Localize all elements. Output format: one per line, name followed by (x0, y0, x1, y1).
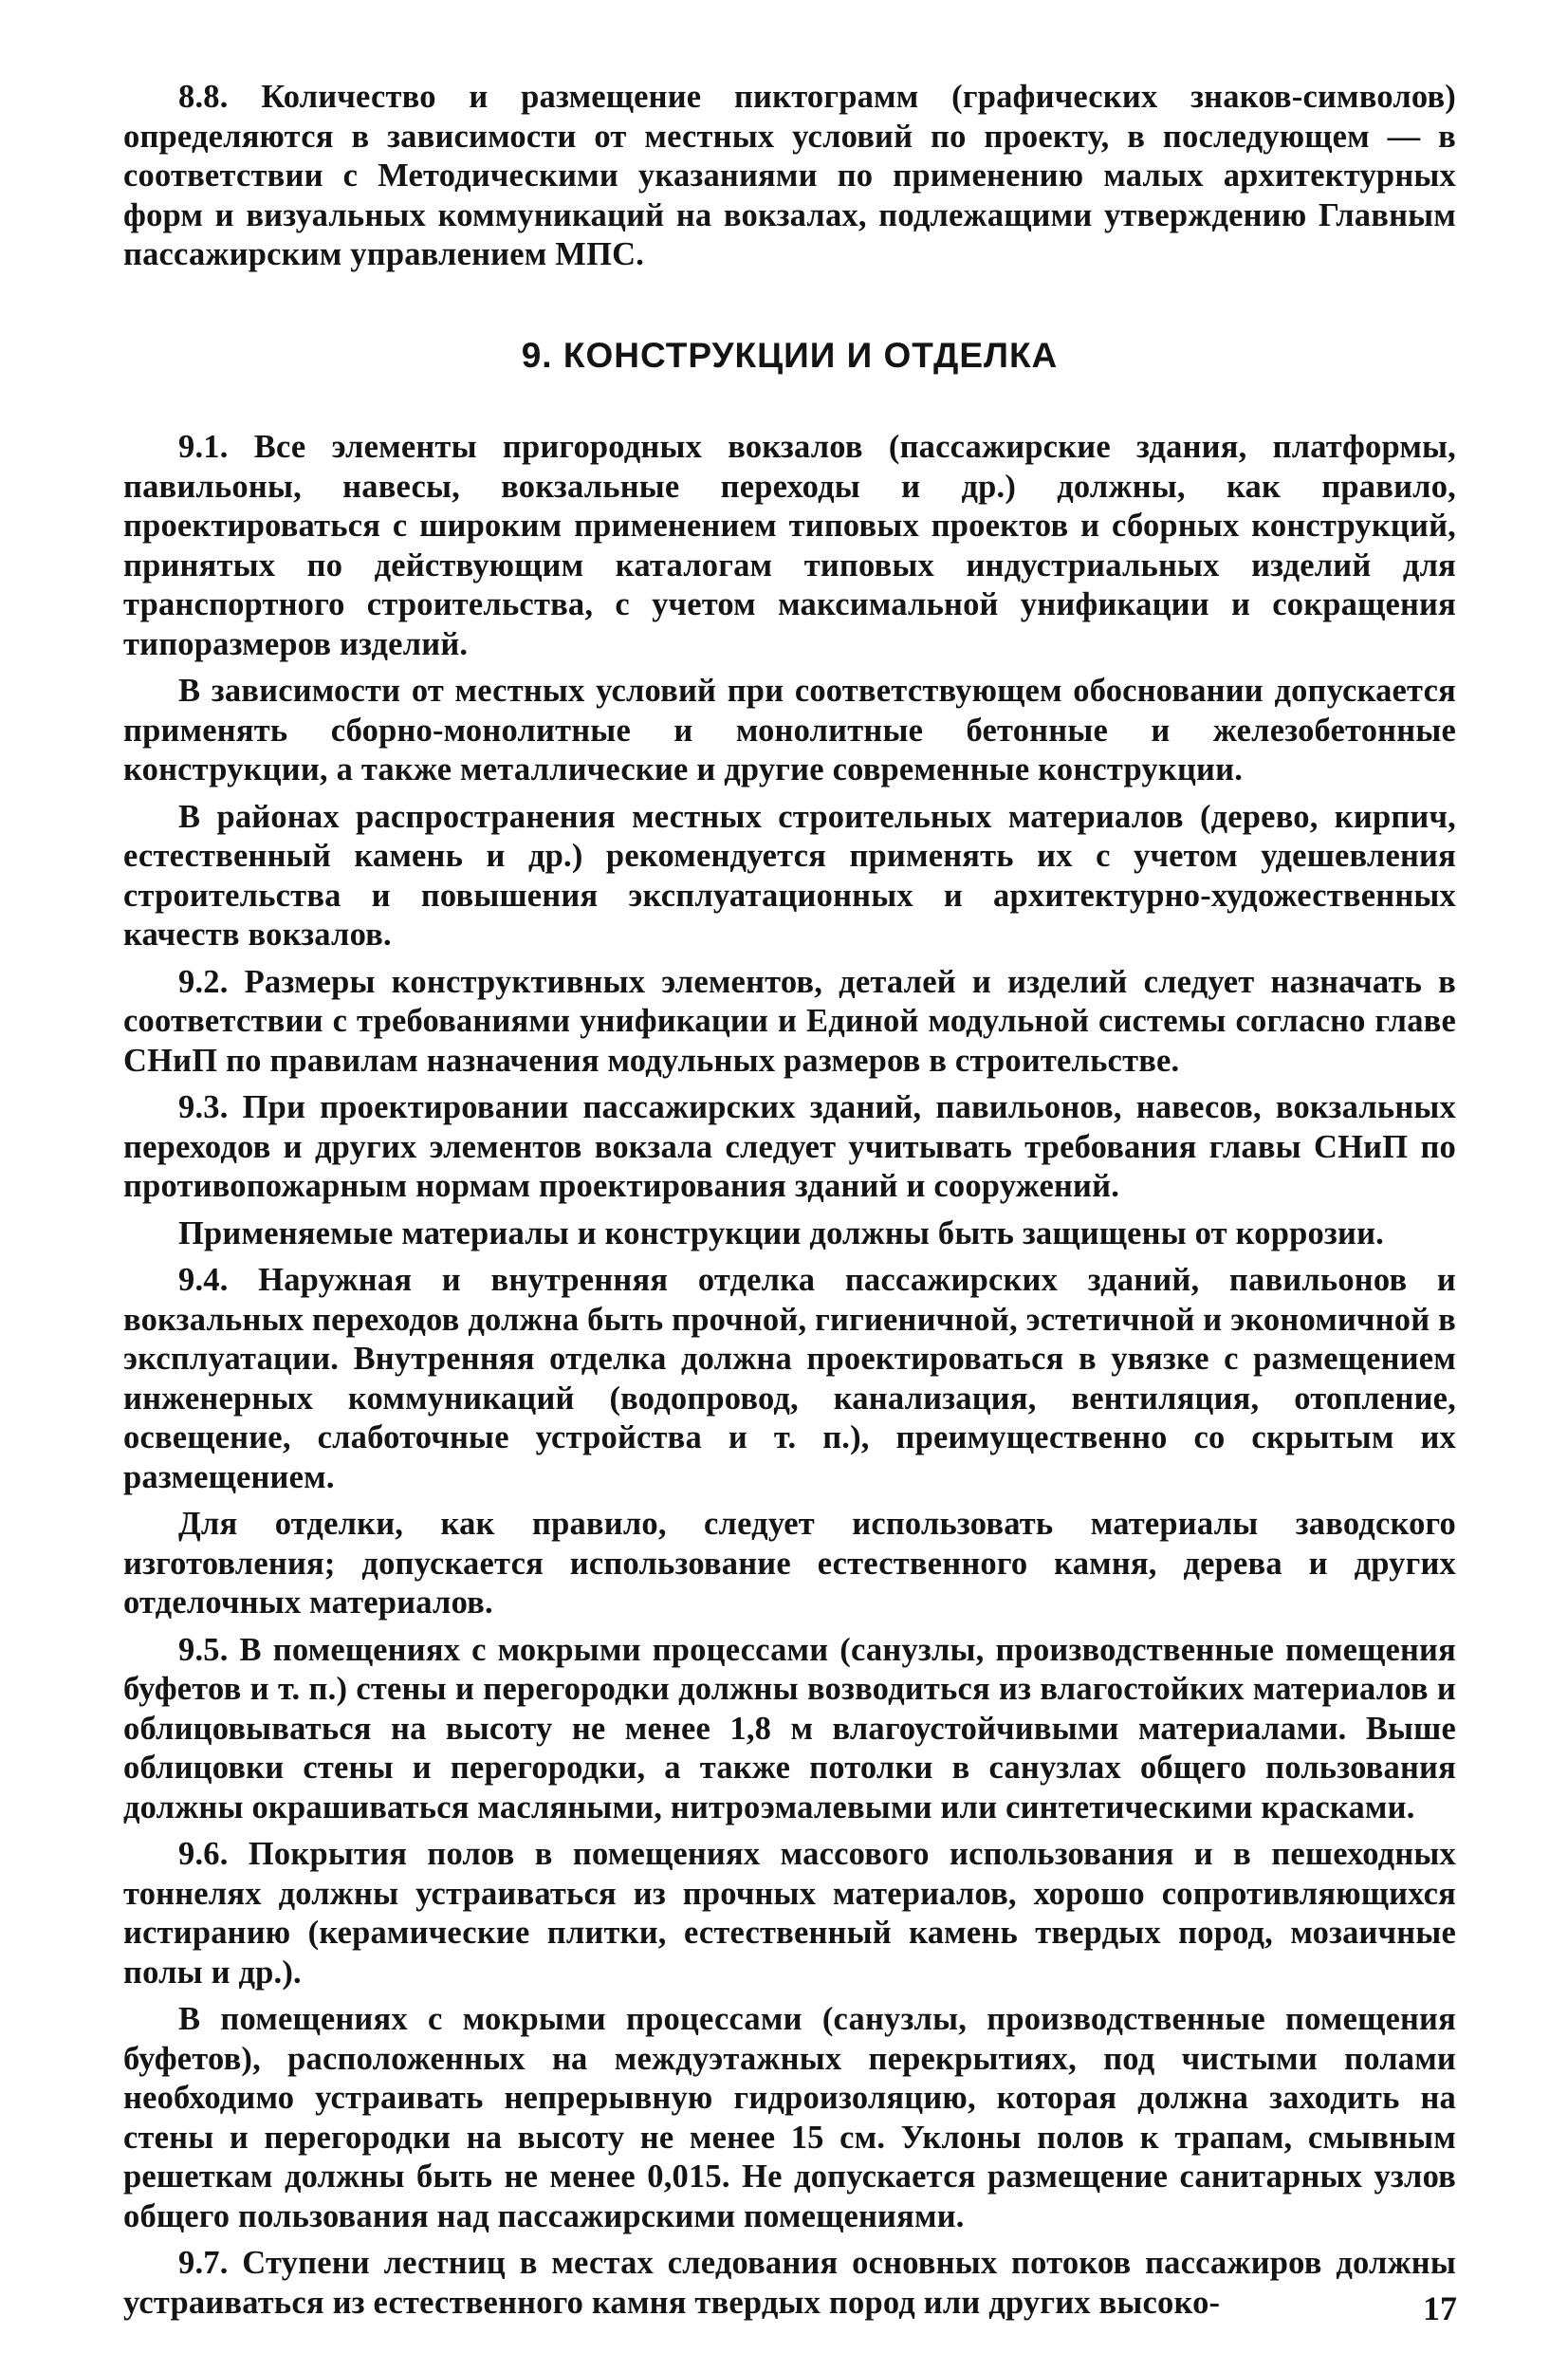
paragraph-9-1-local-materials: В районах распространения местных строительных материалов (дерево, кирпич, естественный камень и др.) рекомендуется применять их с учетом удешевления строительства и повышения эксплуатационных и архитектурно-художественных качеств вокзалов. (123, 798, 1456, 953)
paragraph-9-4-finishing-materials: Для отделки, как правило, следует использовать материалы заводского изготовления; допускается использование естественного камня, дерева и других отделочных материалов. (123, 1506, 1456, 1621)
paragraph-9-3-corrosion: Применяемые материалы и конструкции должны быть защищены от коррозии. (178, 1214, 1384, 1251)
paragraph-9-5: 9.5. В помещениях с мокрыми процессами (санузлы, производственные помещения буфетов и т. п.) стены и перегородки должны возводиться из влагостойких материалов и облицовываться на высоту не менее 1,8 м влагоустойчивыми материалами. Выше облицовки стены и перегородки, а также потолки в санузлах общего пользования должны окрашиваться масляными, нитроэмалевыми или синтетическими красками. (123, 1631, 1456, 1825)
paragraph-9-7: 9.7. Ступени лестниц в местах следования основных потоков пассажиров должны устраиваться из естественного камня твердых пород или других высоко- (123, 2245, 1456, 2321)
section-heading: 9. КОНСТРУКЦИИ И ОТДЕЛКА (521, 335, 1059, 375)
paragraph-9-1-monolithic: В зависимости от местных условий при соответствующем обосновании допускается применять сборно-монолитные и монолитные бетонные и железобетонные конструкции, а также металлические и другие современные конструкции. (123, 673, 1456, 787)
document-page (123, 78, 1456, 2330)
paragraph-9-4: 9.4. Наружная и внутренняя отделка пассажирских зданий, павильонов и вокзальных переходов должна быть прочной, гигиеничной, эстетичной и экономичной в эксплуатации. Внутренняя отделка должна проектироваться в увязке с размещением инженерных коммуникаций (водопровод, канализация, вентиляция, отопление, освещение, слаботочные устройства и т. п.), преимущественно со скрытым их размещением. (123, 1262, 1456, 1495)
page-number: 17 (1423, 2289, 1457, 2327)
paragraph-9-1: 9.1. Все элементы пригородных вокзалов (пассажирские здания, платформы, павильоны, навесы, вокзальные переходы и др.) должны, как правило, проектироваться с широким применением типовых проектов и сборных конструкций, принятых по действующим каталогам типовых индустриальных изделий для транспортного строительства, с учетом максимальной унификации и сокращения типоразмеров изделий. (123, 429, 1456, 662)
paragraph-9-6: 9.6. Покрытия полов в помещениях массового использования и в пешеходных тоннелях должны устраиваться из прочных материалов, хорошо сопротивляющихся истиранию (керамические плитки, естественный камень твердых пород, мозаичные полы и др.). (123, 1836, 1456, 1991)
paragraph-8-8: 8.8. Количество и размещение пиктограмм (графических знаков-символов) определяются в зависимости от местных условий по проекту, в последующем — в соответствии с Методическими указаниями по применению малых архитектурных форм и визуальных коммуникаций на вокзалах, подлежащими утверждению Главным пассажирским управлением МПС. (123, 79, 1456, 272)
paragraph-9-3: 9.3. При проектировании пассажирских зданий, павильонов, навесов, вокзальных переходов и других элементов вокзала следует учитывать требования главы СНиП по противопожарным нормам проектирования зданий и сооружений. (123, 1089, 1456, 1204)
paragraph-9-6-waterproofing: В помещениях с мокрыми процессами (санузлы, производственные помещения буфетов), расположенных на междуэтажных перекрытиях, под чистыми полами необходимо устраивать непрерывную гидроизоляцию, которая должна заходить на стены и перегородки на высоту не менее 15 см. Уклоны полов к трапам, смывным решеткам должны быть не менее 0,015. Не допускается размещение санитарных узлов общего пользования над пассажирскими помещениями. (123, 2001, 1456, 2234)
paragraph-9-2: 9.2. Размеры конструктивных элементов, деталей и изделий следует назначать в соответствии с требованиями унификации и Единой модульной системы согласно главе СНиП по правилам назначения модульных размеров в строительстве. (123, 963, 1456, 1079)
